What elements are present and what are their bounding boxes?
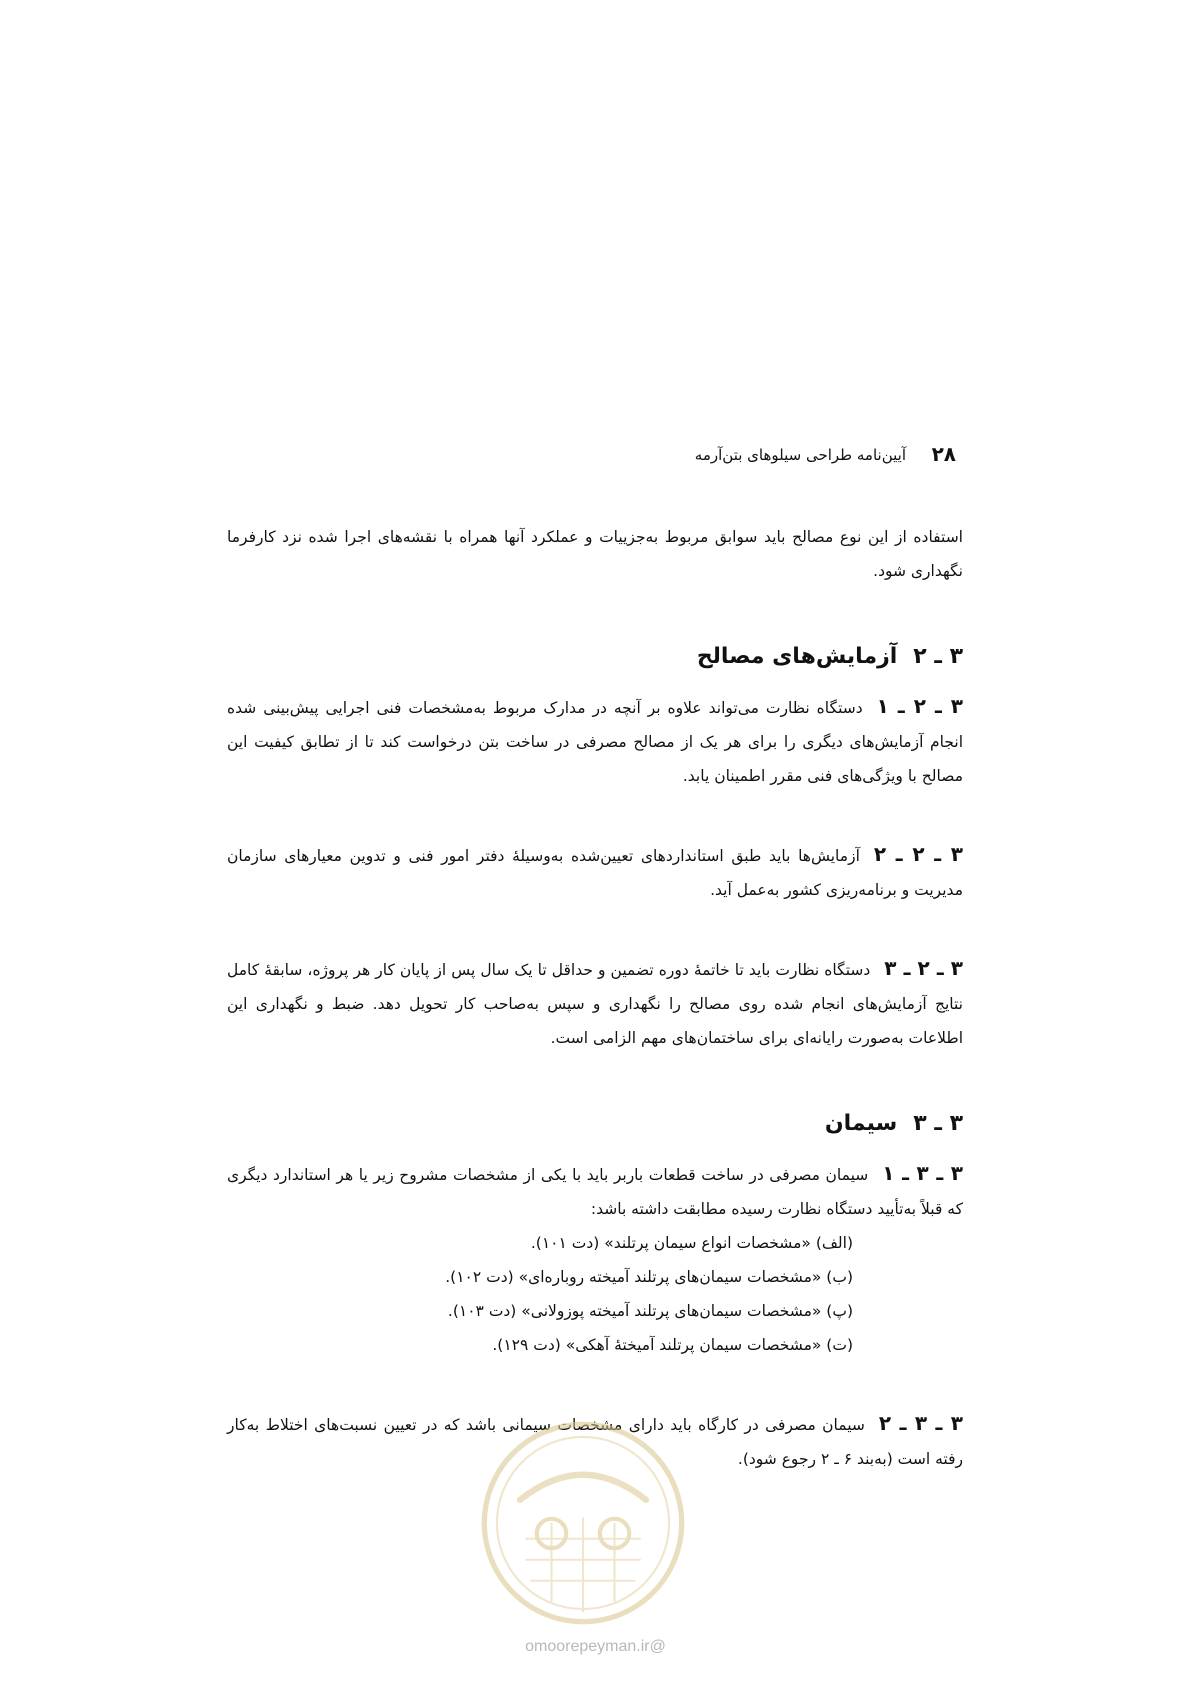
watermark-url: @omoorepeyman.ir (525, 1638, 666, 1655)
clause-number: ۳ ـ ۲ ـ ۲ (873, 842, 964, 866)
clause-text: دستگاه نظارت می‌تواند علاوه بر آنچه در مدارک مربوط به‌مشخصات فنی اجرایی پیش‌بینی شده انجام آزمایش‌های دیگری را برای هر یک از مصالح مصرفی در ساخت بتن درخواست کند تا از تطابق کیفیت این مصالح با ویژگی‌های فنی مقرر اطمینان یابد. (227, 699, 963, 785)
page-header (236, 442, 956, 472)
list-item: (پ) «مشخصات سیمان‌های پرتلند آمیخته پوزولانی» (دت ۱۰۳). (447, 1302, 853, 1320)
clause-number: ۳ ـ ۲ ـ ۱ (876, 694, 963, 718)
page-number: ۲۸ (931, 442, 956, 466)
clause-number: ۳ ـ ۳ ـ ۱ (882, 1161, 963, 1185)
clause-3-3-1 (227, 1156, 963, 1226)
section-title: آزمایش‌های مصالح (696, 644, 898, 669)
section-title: سیمان (824, 1111, 898, 1136)
running-title: آیین‌نامه طراحی سیلوهای بتن‌آرمه (694, 446, 906, 464)
section-heading-3-2 (227, 644, 963, 669)
list-item: (ت) «مشخصات سیمان پرتلند آمیختهٔ آهکی» (دت ۱۲۹). (492, 1336, 853, 1354)
clause-3-2-3 (227, 951, 963, 1055)
clause-text: آزمایش‌ها باید طبق استانداردهای تعیین‌شده به‌وسیلهٔ دفتر امور فنی و تدوین معیارهای سازمان مدیریت و برنامه‌ریزی کشور به‌عمل آید. (227, 847, 963, 899)
section-heading-3-3 (227, 1111, 963, 1136)
list-item: (الف) «مشخصات انواع سیمان پرتلند» (دت ۱۰۱). (530, 1234, 853, 1252)
list-item: (ب) «مشخصات سیمان‌های پرتلند آمیخته روباره‌ای» (دت ۱۰۲). (445, 1268, 853, 1286)
clause-text: سیمان مصرفی در ساخت قطعات باربر باید با یکی از مشخصات مشروح زیر یا هر استاندارد دیگری که قبلاً به‌تأیید دستگاه نظارت رسیده مطابقت داشته باشد: (227, 1166, 963, 1218)
clause-text: دستگاه نظارت باید تا خاتمهٔ دوره تضمین و حداقل تا یک سال پس از پایان کار هر پروژه، سابقهٔ کامل نتایج آزمایش‌های انجام شده روی مصالح را نگهداری و سپس به‌صاحب کار تحویل دهد. ضبط و نگهداری این اطلاعات به‌صورت رایانه‌ای برای ساختمان‌های مهم الزامی است. (227, 961, 963, 1047)
clause-3-2-2 (227, 837, 963, 907)
intro-paragraph: استفاده از این نوع مصالح باید سوابق مربوط به‌جزییات و عملکرد آنها همراه با نقشه‌های اجرا شده نزد کارفرما نگهداری شود. (227, 528, 963, 580)
page-body (227, 520, 963, 1476)
standards-list (227, 1226, 963, 1362)
watermark-seal-icon (478, 1418, 688, 1628)
clause-number: ۳ ـ ۲ ـ ۳ (884, 956, 963, 980)
clause-3-2-1 (227, 689, 963, 793)
section-number: ۳ ـ ۲ (913, 644, 963, 669)
section-number: ۳ ـ ۳ (913, 1111, 963, 1136)
clause-text: سیمان مصرفی در کارگاه باید دارای مشخصات سیمانی باشد که در تعیین نسبت‌های اختلاط به‌کار رفته است (به‌بند ۶ ـ ۲ رجوع شود). (227, 1416, 963, 1468)
clause-number: ۳ ـ ۳ ـ ۲ (878, 1411, 963, 1435)
